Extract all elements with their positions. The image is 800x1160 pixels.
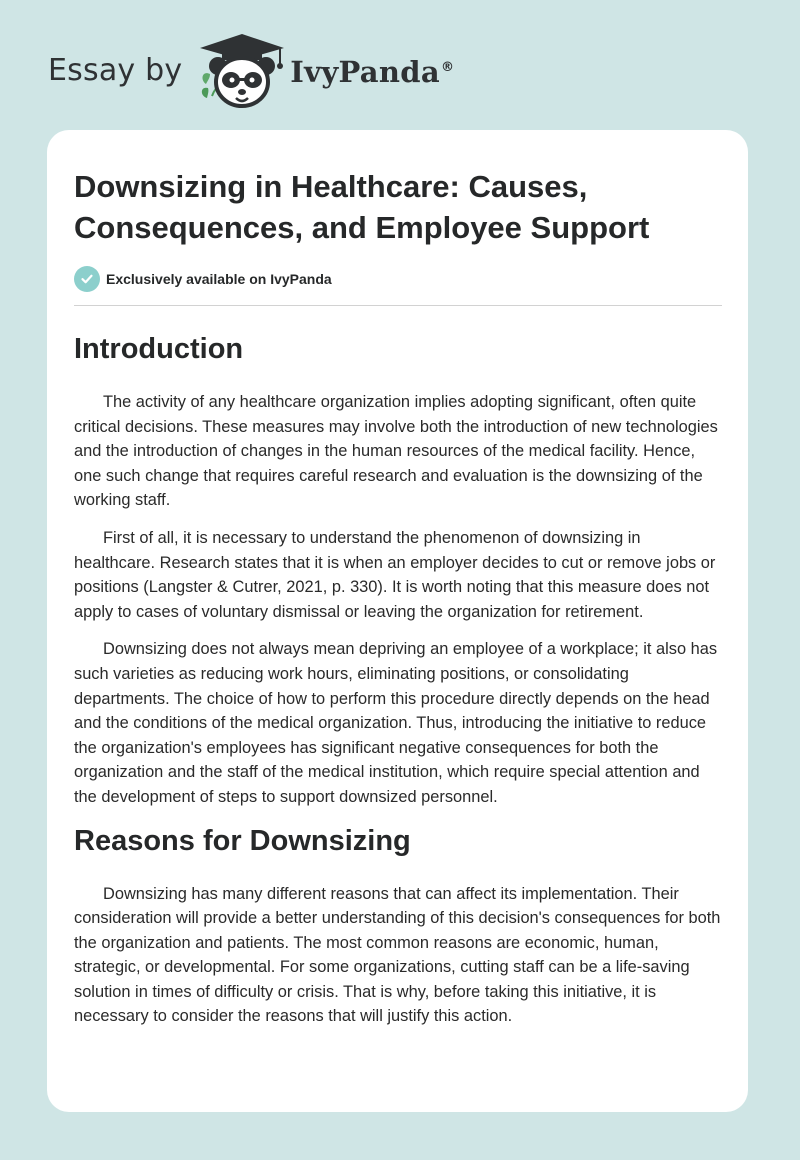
exclusive-label: Exclusively available on IvyPanda xyxy=(106,271,332,287)
essay-title: Downsizing in Healthcare: Causes, Consequences, and Employee Support xyxy=(74,169,650,245)
brand-name-text: IvyPanda xyxy=(290,55,440,89)
paragraph: First of all, it is necessary to understand the phenomenon of downsizing in healthcare. Research states that it is when an employer decides to cut or remove jobs or positions (Langster & Cutrer, 2021, p. 330). It is worth noting that this measure does not apply to cases of voluntary dismissal or leaving the organization for retirement. xyxy=(74,528,716,621)
section-heading: Reasons for Downsizing xyxy=(74,824,411,857)
exclusive-badge xyxy=(74,266,722,292)
section-introduction xyxy=(74,331,722,810)
essay-content xyxy=(47,130,748,1029)
paragraph: Downsizing has many different reasons that can affect its implementation. Their consideration will provide a better understanding of this decision's consequences for both the organization and patients. The most common reasons are economic, human, strategic, or developmental. For some organizations, cutting staff can be a life-saving solution in times of difficulty or crisis. That is why, before taking this initiative, it is necessary to consider the reasons that will justify this action. xyxy=(74,884,721,1026)
paragraph: Downsizing does not always mean depriving an employee of a workplace; it also has such varieties as reducing work hours, eliminating positions, or consolidating departments. The choice of how to perform this procedure directly depends on the head and the conditions of the medical organization. Thus, introducing the initiative to reduce the organization's employees has significant negative consequences for both the organization and the staff of the medical institution, which require special attention and the development of steps to support downsized personnel. xyxy=(74,640,718,806)
check-icon xyxy=(74,266,100,292)
section-reasons-for-downsizing xyxy=(74,823,722,1030)
brand-prefix: Essay by xyxy=(48,52,183,88)
section-heading: Introduction xyxy=(74,333,244,365)
divider xyxy=(74,305,722,306)
registered-mark: ® xyxy=(440,60,455,76)
paragraph: The activity of any healthcare organization implies adopting significant, often quite critical decisions. These measures may involve both the introduction of new technologies and the introduction of changes in the human resources of the medical facility. Hence, one such change that requires careful research and evaluation is the downsizing of the working staff. xyxy=(74,393,718,510)
ivypanda-logo-icon[interactable] xyxy=(196,30,288,110)
brand-name[interactable] xyxy=(290,55,454,89)
brand-header xyxy=(48,30,454,110)
essay-card xyxy=(47,130,748,1112)
